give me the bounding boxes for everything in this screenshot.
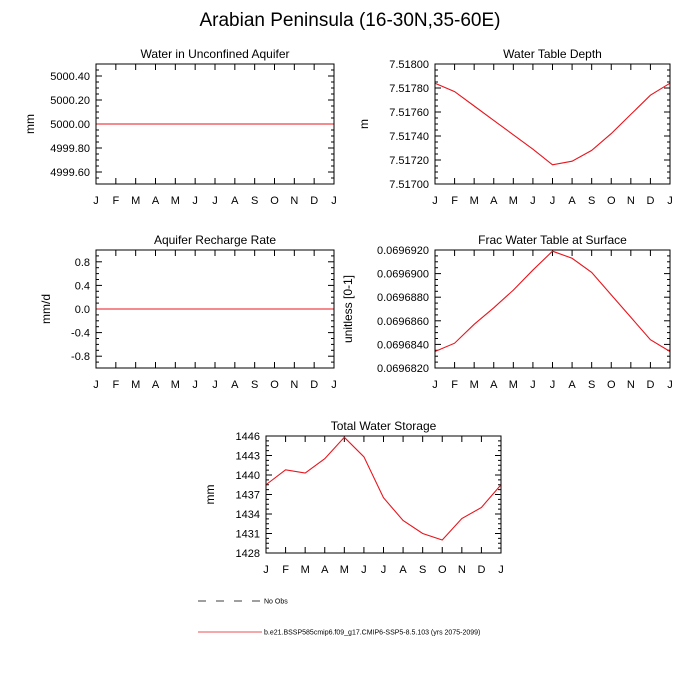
x-tick-label: J xyxy=(667,379,673,391)
y-tick-label: 0.0696920 xyxy=(377,245,429,257)
x-tick-label: J xyxy=(361,564,367,576)
y-tick-label: 5000.20 xyxy=(50,95,90,107)
x-tick-label: J xyxy=(667,195,673,207)
y-tick-label: 1437 xyxy=(235,489,260,502)
x-tick-label: J xyxy=(192,195,198,207)
x-tick-label: J xyxy=(192,379,198,391)
x-tick-label: F xyxy=(112,379,120,391)
legend-label: b.e21.BSSP585cmip6.f09_g17.CMIP6-SSP5-8.5.103 (yrs 2075-2099) xyxy=(264,629,481,637)
panel-0 xyxy=(23,47,337,207)
x-tick-label: J xyxy=(263,564,269,576)
panel-1 xyxy=(357,47,673,207)
x-tick-label: F xyxy=(451,379,458,391)
x-tick-label: M xyxy=(469,195,479,207)
x-tick-label: F xyxy=(451,195,458,207)
x-tick-label: J xyxy=(498,564,504,576)
x-tick-label: O xyxy=(270,379,279,391)
y-tick-label: 4999.60 xyxy=(50,167,90,179)
y-tick-label: 0.0 xyxy=(74,304,90,316)
panel-4 xyxy=(203,419,504,576)
x-tick-label: O xyxy=(606,379,616,391)
y-tick-label: 7.51800 xyxy=(389,59,429,71)
x-tick-label: J xyxy=(530,195,536,207)
panel-title: Aquifer Recharge Rate xyxy=(153,233,277,247)
x-tick-label: D xyxy=(646,195,655,207)
y-tick-label: 0.0696820 xyxy=(377,363,429,375)
y-axis-label: mm xyxy=(23,114,37,134)
y-tick-label: -0.4 xyxy=(71,327,90,340)
x-tick-label: A xyxy=(490,379,498,391)
y-tick-label: 0.0696900 xyxy=(377,268,429,281)
x-tick-label: A xyxy=(490,195,498,207)
y-tick-label: 1431 xyxy=(235,528,260,541)
y-tick-label: 0.0696840 xyxy=(377,339,429,352)
x-tick-label: M xyxy=(170,195,180,207)
x-tick-label: J xyxy=(331,195,337,207)
x-tick-label: J xyxy=(549,379,556,391)
y-tick-label: -0.8 xyxy=(71,351,90,364)
x-tick-label: N xyxy=(457,564,466,576)
x-tick-label: F xyxy=(112,195,120,207)
x-tick-label: M xyxy=(469,379,479,391)
x-tick-label: O xyxy=(270,195,279,207)
x-tick-label: F xyxy=(282,564,289,576)
x-tick-label: M xyxy=(131,195,141,207)
panel-title: Water Table Depth xyxy=(503,47,602,61)
x-tick-label: O xyxy=(437,564,447,576)
x-tick-label: M xyxy=(170,379,180,391)
y-tick-label: 1446 xyxy=(235,431,260,443)
x-tick-label: S xyxy=(250,195,259,207)
x-tick-label: A xyxy=(151,379,160,391)
panel-title: Water in Unconfined Aquifer xyxy=(140,47,290,61)
series-line xyxy=(435,251,670,351)
x-tick-label: N xyxy=(626,195,635,207)
y-tick-label: 0.8 xyxy=(74,256,90,269)
x-tick-label: N xyxy=(290,195,299,207)
plot-frame xyxy=(435,250,670,368)
x-tick-label: D xyxy=(477,564,486,576)
y-tick-label: 7.51760 xyxy=(389,107,429,119)
plot-frame xyxy=(266,436,501,553)
x-tick-label: M xyxy=(508,379,518,391)
panel-2 xyxy=(39,233,337,391)
y-tick-label: 7.51740 xyxy=(389,131,429,143)
x-tick-label: D xyxy=(310,379,319,391)
x-tick-label: A xyxy=(151,195,160,207)
x-tick-label: O xyxy=(606,195,616,207)
legend-label: No Obs xyxy=(264,598,288,606)
x-tick-label: A xyxy=(399,564,407,576)
y-tick-label: 1443 xyxy=(235,450,260,463)
x-tick-label: J xyxy=(93,379,99,391)
x-tick-label: J xyxy=(432,379,438,391)
x-tick-label: S xyxy=(250,379,259,391)
panel-3 xyxy=(341,233,673,391)
y-tick-label: 7.51780 xyxy=(389,83,429,95)
x-tick-label: A xyxy=(568,195,576,207)
x-tick-label: J xyxy=(212,379,218,391)
x-tick-label: J xyxy=(212,195,218,207)
series-line xyxy=(266,437,501,540)
x-tick-label: M xyxy=(300,564,310,576)
x-tick-label: J xyxy=(93,195,99,207)
x-tick-label: S xyxy=(587,195,596,207)
y-tick-label: 1428 xyxy=(235,548,260,560)
y-tick-label: 4999.80 xyxy=(50,143,90,155)
y-axis-label: unitless [0-1] xyxy=(341,274,355,344)
x-tick-label: J xyxy=(530,379,536,391)
panel-title: Frac Water Table at Surface xyxy=(478,233,627,247)
x-tick-label: J xyxy=(432,195,438,207)
x-tick-label: J xyxy=(331,379,337,391)
y-tick-label: 5000.00 xyxy=(50,119,90,131)
page-title: Arabian Peninsula (16-30N,35-60E) xyxy=(199,10,501,31)
x-tick-label: D xyxy=(310,195,319,207)
x-tick-label: M xyxy=(131,379,141,391)
y-tick-label: 1434 xyxy=(235,509,260,521)
x-tick-label: N xyxy=(290,379,299,391)
y-axis-label: m xyxy=(357,119,371,129)
panel-title: Total Water Storage xyxy=(330,419,437,433)
y-tick-label: 7.51720 xyxy=(389,155,429,167)
y-tick-label: 0.0696880 xyxy=(377,292,429,305)
x-tick-label: M xyxy=(508,195,518,207)
legend xyxy=(198,599,480,637)
x-tick-label: M xyxy=(339,564,349,576)
x-tick-label: S xyxy=(418,564,427,576)
y-tick-label: 0.0696860 xyxy=(377,315,429,328)
y-tick-label: 7.51700 xyxy=(389,179,429,191)
y-tick-label: 0.4 xyxy=(74,280,90,293)
x-tick-label: J xyxy=(380,564,387,576)
x-tick-label: N xyxy=(626,379,635,391)
y-axis-label: mm xyxy=(203,484,217,505)
x-tick-label: A xyxy=(568,379,576,391)
x-tick-label: A xyxy=(231,379,239,391)
y-tick-label: 5000.40 xyxy=(50,71,90,83)
series-line xyxy=(435,83,670,165)
x-tick-label: J xyxy=(549,195,556,207)
y-axis-label: mm/d xyxy=(39,294,53,324)
y-tick-label: 1440 xyxy=(235,470,260,482)
plot-frame xyxy=(435,64,670,184)
x-tick-label: A xyxy=(231,195,239,207)
x-tick-label: A xyxy=(321,564,329,576)
x-tick-label: S xyxy=(587,379,596,391)
x-tick-label: D xyxy=(646,379,655,391)
